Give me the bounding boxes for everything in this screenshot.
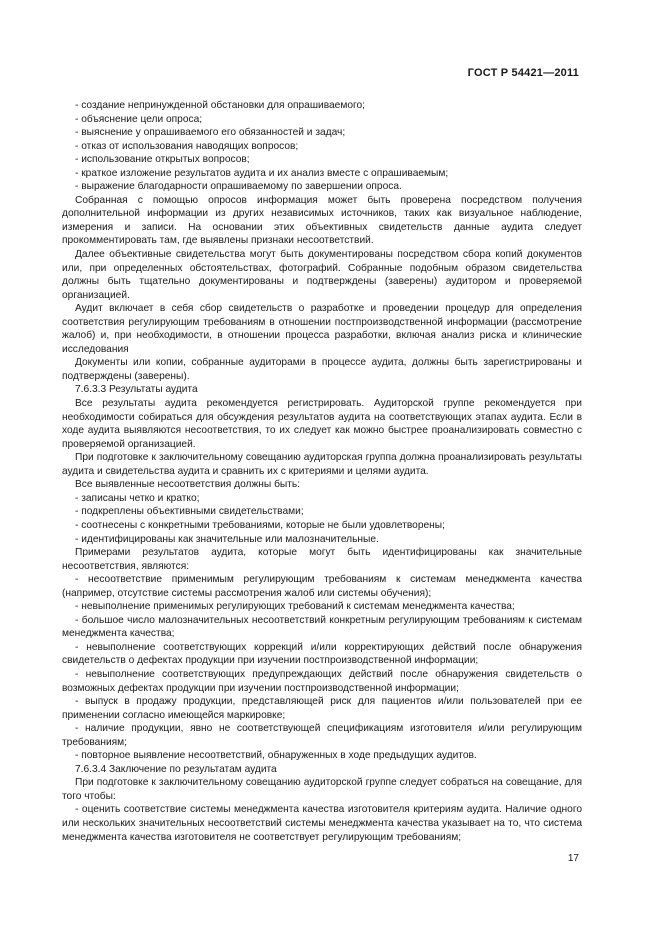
- paragraph: При подготовке к заключительному совещанию аудиторская группа должна проанализировать результаты аудита и свидетельства аудита и сравнить их с критериями и целями аудита.: [62, 452, 582, 477]
- paragraph: Примерами результатов аудита, которые могут быть идентифицированы как значительные несоответствия, являются:: [62, 547, 582, 572]
- document-code: ГОСТ Р 54421—2011: [467, 67, 579, 79]
- list-item: - краткое изложение результатов аудита и их анализ вместе с опрашиваемым;: [75, 167, 449, 179]
- paragraph: Далее объективные свидетельства могут быть документированы посредством сбора копий документов или, при определенных обстоятельствах, фотографий. Собранные подобным образом свидетельства должны быть тщательно документированы и подтверждены (заверены) аудитором и проверяемой организацией.: [62, 249, 582, 301]
- paragraph: При подготовке к заключительному совещанию аудиторской группе следует собраться на совещание, для того чтобы:: [62, 777, 582, 802]
- list-item: - отказ от использования наводящих вопросов;: [75, 140, 299, 152]
- paragraph: Все результаты аудита рекомендуется регистрировать. Аудиторской группе рекомендуется при необходимости собираться для обсуждения результатов аудита на соответствующих этапах аудита. Если в ходе аудита выявляются несоответствия, то их следует как можно быстрее проанализировать совместно с проверяемой организацией.: [62, 398, 582, 450]
- list-item: - подкреплены объективными свидетельствами;: [75, 506, 304, 518]
- list-item: - выпуск в продажу продукции, представляющей риск для пациентов и/или пользователей при ее применении согласно имеющейся маркировке;: [62, 696, 582, 721]
- paragraph: Собранная с помощью опросов информация может быть проверена посредством получения дополнительной информации из других независимых источников, таких как визуальное наблюдение, измерения и записи. На основании этих объективных свидетельств данные аудита следует прокомментировать там, где выявлены признаки несоответствий.: [62, 194, 582, 247]
- paragraph: Документы или копии, собранные аудиторами в процессе аудита, должны быть зарегистрированы и подтверждены (заверены).: [62, 357, 582, 382]
- list-item: - оценить соответствие системы менеджмента качества изготовителя критериям аудита. Наличие одного или нескольких значительных несоответствий системы менеджмента качества указывает на то, что система менеджмента качества изготовителя не соответствует регулирующим требованиям;: [62, 804, 582, 843]
- list-item: - выражение благодарности опрашиваемому по завершении опроса.: [75, 181, 402, 193]
- list-item: - невыполнение соответствующих коррекций и/или корректирующих действий после обнаружения свидетельств о дефектах продукции при изучении постпроизводственной информации;: [62, 641, 582, 667]
- list-item: - использование открытых вопросов;: [75, 154, 250, 166]
- list-item: - большое число малозначительных несоответствий конкретным регулирующим требованиям к системам менеджмента качества;: [62, 614, 582, 640]
- paragraph: Все выявленные несоответствия должны быть:: [75, 479, 301, 491]
- list-item: - создание непринужденной обстановки для опрашиваемого;: [75, 100, 365, 111]
- paragraph: Аудит включает в себя сбор свидетельств о разработке и проведении процедур для определения соответствия регулирующим требованиям в отношении постпроизводственной информации (рассмотрение жалоб) и, при необходимости, в отношении процесса разработки, включая анализ риска и клинические исследования: [62, 303, 582, 355]
- list-item: - невыполнение соответствующих предупреждающих действий после обнаружения свидетельств о возможных дефектах продукции при изучении постпроизводственной информации;: [62, 668, 582, 694]
- list-item: - несоответствие применимым регулирующим требованиям к системам менеджмента качества (например, отсутствие системы рассмотрения жалоб или системы обучения);: [62, 574, 582, 599]
- section-heading: 7.6.3.3 Результаты аудита: [75, 384, 198, 396]
- page-number: 17: [567, 853, 579, 864]
- document-body: [62, 99, 582, 844]
- list-item: - выяснение у опрашиваемого его обязанностей и задач;: [75, 127, 346, 139]
- list-item: - повторное выявление несоответствий, обнаруженных в ходе предыдущих аудитов.: [75, 750, 477, 762]
- list-item: - невыполнение применимых регулирующих требований к системам менеджмента качества;: [75, 601, 515, 613]
- list-item: - идентифицированы как значительные или малозначительные.: [75, 533, 379, 545]
- list-item: - объяснение цели опроса;: [75, 113, 203, 125]
- list-item: - наличие продукции, явно не соответствующей спецификациям изготовителя и/или регулирующим требованиям;: [62, 723, 582, 748]
- list-item: - записаны четко и кратко;: [75, 492, 200, 504]
- section-heading: 7.6.3.4 Заключение по результатам аудита: [75, 763, 277, 775]
- list-item: - соотнесены с конкретными требованиями, которые не были удовлетворены;: [75, 519, 445, 531]
